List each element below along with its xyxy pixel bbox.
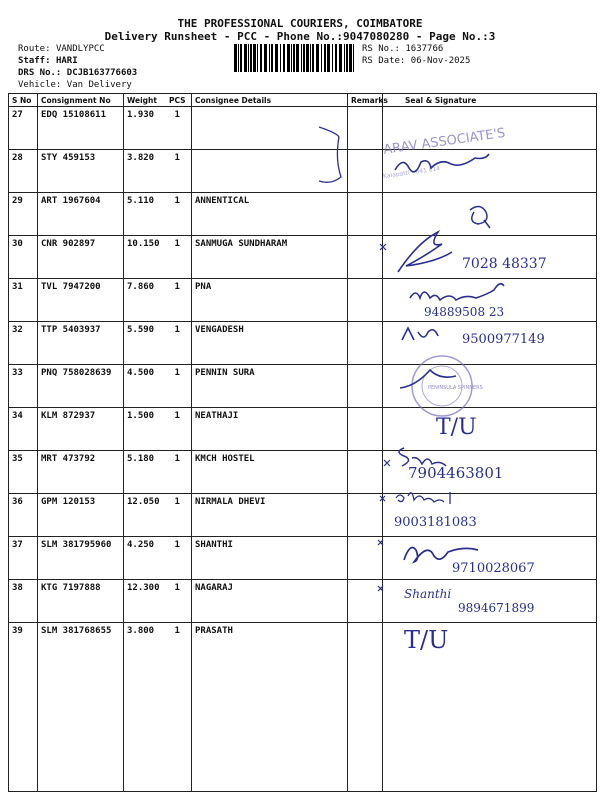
cell-signature [383,150,597,193]
cell-weight: 7.860 [124,279,164,322]
drs-line [18,68,137,78]
cell-consignment: KTG 7197888 [38,580,124,623]
cell-signature [383,580,597,623]
table-row [9,494,597,537]
cell-consignment: SLM 381768655 [38,623,124,792]
cell-consignment: STY 459153 [38,150,124,193]
route-line [18,44,105,54]
cell-remarks [348,623,383,792]
cell-weight: 4.250 [124,537,164,580]
staff-label: Staff: [18,56,51,66]
cell-signature [383,322,597,365]
cell-consignment: GPM 120153 [38,494,124,537]
cell-sno: 30 [9,236,38,279]
rs-date-label: RS Date: [362,56,406,66]
route-label: Route: [18,44,51,54]
cell-signature [383,193,597,236]
rs-date-value: 06-Nov-2025 [410,56,471,66]
cell-consignment: CNR 902897 [38,236,124,279]
cell-sno: 35 [9,451,38,494]
header-pcs: PCS [164,94,192,107]
header-weight: Weight [124,94,164,107]
table-row [9,107,597,150]
cell-remarks [348,451,383,494]
cell-sno: 28 [9,150,38,193]
cell-consignment: TTP 5403937 [38,322,124,365]
cell-consignee: VENGADESH [192,322,348,365]
cell-pcs: 1 [164,193,192,236]
rs-no-label: RS No.: [362,44,400,54]
cell-pcs: 1 [164,322,192,365]
cell-pcs: 1 [164,408,192,451]
table-row [9,623,597,792]
cell-consignee: PRASATH [192,623,348,792]
handwriting-31: 94889508 23 [424,305,505,319]
staff-value: HARI [55,56,78,66]
cell-consignee [192,107,348,150]
header-consignee: Consignee Details [192,94,348,107]
cell-remarks [348,537,383,580]
peninsula-stamp-text: PENINSULA SPINNERS [428,385,483,391]
cell-sno: 27 [9,107,38,150]
cell-pcs: 1 [164,451,192,494]
arav-stamp-text: ARAV ASSOCIATE'S [382,125,507,158]
handwriting-38: 9894671899 [458,601,535,615]
table-row [9,150,597,193]
cell-sno: 33 [9,365,38,408]
cell-sno: 39 [9,623,38,792]
cell-consignee: SHANTHI [192,537,348,580]
cell-sno: 36 [9,494,38,537]
rs-no-line [362,44,443,54]
table-row [9,279,597,322]
cell-consignee: KMCH HOSTEL [192,451,348,494]
table-row [9,451,597,494]
cell-consignee: ANNENTICAL [192,193,348,236]
cell-remarks [348,236,383,279]
header-sno: S No [9,94,38,107]
cell-signature [383,537,597,580]
cell-signature [383,408,597,451]
cell-weight: 3.820 [124,150,164,193]
cell-consignment: KLM 872937 [38,408,124,451]
vehicle-label: Vehicle: [18,80,62,90]
cell-signature [383,236,597,279]
cell-pcs: 1 [164,623,192,792]
cell-consignee: PNA [192,279,348,322]
cell-consignment: ART 1967604 [38,193,124,236]
staff-line [18,56,78,66]
cell-remarks [348,494,383,537]
route-value: VANDLYPCC [55,44,105,54]
cell-consignment: TVL 7947200 [38,279,124,322]
cell-consignee [192,150,348,193]
cell-pcs: 1 [164,365,192,408]
cell-signature [383,494,597,537]
cell-pcs: 1 [164,107,192,150]
cell-pcs: 1 [164,236,192,279]
table-row [9,322,597,365]
cell-pcs: 1 [164,580,192,623]
cell-sno: 31 [9,279,38,322]
cell-consignee: SANMUGA SUNDHARAM [192,236,348,279]
cell-consignment: PNQ 758028639 [38,365,124,408]
cell-remarks [348,279,383,322]
cell-signature [383,623,597,792]
cell-signature [383,279,597,322]
cell-remarks [348,193,383,236]
cell-consignment: SLM 381795960 [38,537,124,580]
rs-no-value: 1637766 [405,44,444,54]
cell-remarks [348,150,383,193]
handwriting-39: T/U [404,626,449,654]
cell-weight: 3.800 [124,623,164,792]
vehicle-line [18,80,132,90]
handwriting-36: 9003181083 [394,515,477,530]
cell-weight: 5.590 [124,322,164,365]
table-row [9,408,597,451]
cell-weight: 12.300 [124,580,164,623]
cell-weight: 1.930 [124,107,164,150]
cell-weight: 10.150 [124,236,164,279]
header-remarks: Remarks [348,94,383,107]
cell-pcs: 1 [164,279,192,322]
rs-date-line [362,56,470,66]
handwriting-34: T/U [436,415,477,440]
cell-signature [383,365,597,408]
handwriting-30: 7028 48337 [462,256,547,272]
table-row [9,365,597,408]
cell-weight: 5.110 [124,193,164,236]
drs-label: DRS No.: [18,68,62,78]
cell-consignee: NAGARAJ [192,580,348,623]
vehicle-value: Van Delivery [66,80,132,90]
handwriting-32: 9500977149 [462,332,545,347]
cell-remarks [348,580,383,623]
cell-consignee: PENNIN SURA [192,365,348,408]
runsheet-table [8,93,597,792]
cell-consignee: NEATHAJI [192,408,348,451]
cell-weight: 12.050 [124,494,164,537]
cell-sno: 29 [9,193,38,236]
cell-remarks [348,408,383,451]
company-title: THE PROFESSIONAL COURIERS, COIMBATORE [177,17,423,30]
cell-sno: 34 [9,408,38,451]
handwriting-38-name: Shanthi [404,587,452,601]
svg-text:Kalapatti - 641 014: Kalapatti - 641 014 [382,165,441,181]
cell-consignment: EDQ 15108611 [38,107,124,150]
table-row [9,236,597,279]
cell-sno: 32 [9,322,38,365]
runsheet-subtitle: Delivery Runsheet - PCC - Phone No.:9047080280 - Page No.:3 [104,30,496,43]
cell-weight: 5.180 [124,451,164,494]
cell-signature [383,107,597,150]
table-row [9,537,597,580]
cell-sno: 38 [9,580,38,623]
cell-weight: 1.500 [124,408,164,451]
cell-remarks [348,107,383,150]
cell-pcs: 1 [164,494,192,537]
cell-pcs: 1 [164,537,192,580]
cell-signature [383,451,597,494]
cell-remarks [348,322,383,365]
cell-consignment: MRT 473792 [38,451,124,494]
handwriting-35: 7904463801 [408,464,504,482]
cell-sno: 37 [9,537,38,580]
table-row [9,580,597,623]
handwriting-37: 9710028067 [452,561,535,576]
header-consignment: Consignment No [38,94,124,107]
barcode-image [232,44,358,72]
cell-consignee: NIRMALA DHEVI [192,494,348,537]
drs-value: DCJB163776603 [66,68,138,78]
cell-remarks [348,365,383,408]
table-row [9,193,597,236]
table-header-row [9,94,597,107]
cell-pcs: 1 [164,150,192,193]
header-signature: Seal & Signature [383,94,597,107]
cell-weight: 4.500 [124,365,164,408]
